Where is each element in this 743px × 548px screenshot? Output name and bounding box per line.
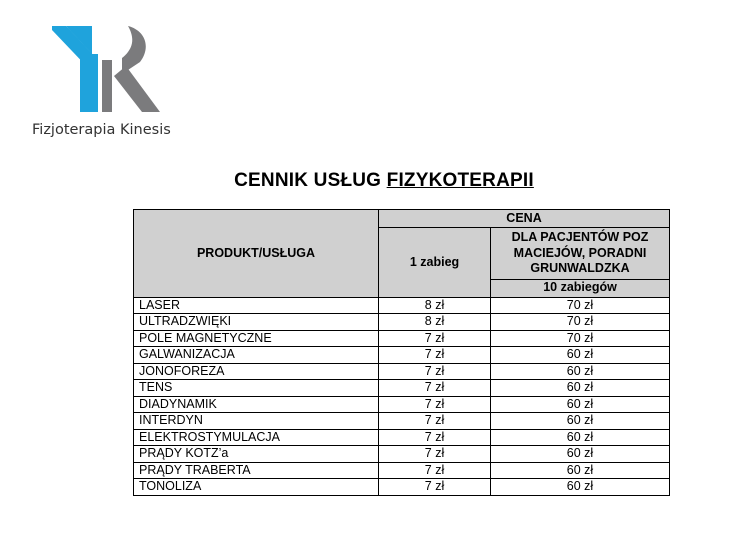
service-name: TONOLIZA <box>134 479 379 496</box>
price-table <box>133 209 670 496</box>
table-row <box>134 347 670 364</box>
price-one: 7 zł <box>379 396 491 413</box>
price-ten: 70 zł <box>491 314 670 331</box>
service-name: LASER <box>134 297 379 314</box>
price-ten: 60 zł <box>491 380 670 397</box>
table-row <box>134 413 670 430</box>
header-one-treatment: 1 zabieg <box>379 228 491 298</box>
table-row <box>134 380 670 397</box>
service-name: POLE MAGNETYCZNE <box>134 330 379 347</box>
service-name: GALWANIZACJA <box>134 347 379 364</box>
service-name: ELEKTROSTYMULACJA <box>134 429 379 446</box>
price-one: 8 zł <box>379 314 491 331</box>
price-one: 7 zł <box>379 363 491 380</box>
header-cena: CENA <box>379 210 670 228</box>
price-ten: 60 zł <box>491 347 670 364</box>
table-row <box>134 363 670 380</box>
price-ten: 70 zł <box>491 330 670 347</box>
price-one: 7 zł <box>379 446 491 463</box>
table-row <box>134 446 670 463</box>
header-ten-treatments: 10 zabiegów <box>491 279 670 297</box>
price-ten: 60 zł <box>491 462 670 479</box>
service-name: ULTRADZWIĘKI <box>134 314 379 331</box>
service-name: PRĄDY TRABERTA <box>134 462 379 479</box>
page-title <box>0 170 743 192</box>
title-part2: FIZYKOTERAPII <box>386 170 534 191</box>
table-row <box>134 297 670 314</box>
service-name: PRĄDY KOTZ’a <box>134 446 379 463</box>
table-row <box>134 396 670 413</box>
logo <box>30 12 200 142</box>
service-name: DIADYNAMIK <box>134 396 379 413</box>
table-row <box>134 479 670 496</box>
price-one: 7 zł <box>379 462 491 479</box>
price-one: 7 zł <box>379 330 491 347</box>
title-part1: CENNIK USŁUG <box>234 170 387 191</box>
service-name: JONOFOREZA <box>134 363 379 380</box>
price-one: 7 zł <box>379 429 491 446</box>
price-ten: 60 zł <box>491 446 670 463</box>
price-one: 8 zł <box>379 297 491 314</box>
service-name: INTERDYN <box>134 413 379 430</box>
price-ten: 70 zł <box>491 297 670 314</box>
price-ten: 60 zł <box>491 429 670 446</box>
price-one: 7 zł <box>379 347 491 364</box>
price-rows <box>134 297 670 495</box>
price-one: 7 zł <box>379 380 491 397</box>
service-name: TENS <box>134 380 379 397</box>
table-row <box>134 314 670 331</box>
table-row <box>134 429 670 446</box>
brand-name: Fizjoterapia Kinesis <box>32 122 171 138</box>
price-ten: 60 zł <box>491 479 670 496</box>
header-product: PRODUKT/USŁUGA <box>134 210 379 298</box>
price-ten: 60 zł <box>491 363 670 380</box>
price-ten: 60 zł <box>491 413 670 430</box>
table-row <box>134 330 670 347</box>
price-ten: 60 zł <box>491 396 670 413</box>
header-patients: DLA PACJENTÓW POZ MACIEJÓW, PORADNI GRUNWALDZKA <box>491 228 670 280</box>
price-one: 7 zł <box>379 413 491 430</box>
table-row <box>134 462 670 479</box>
price-one: 7 zł <box>379 479 491 496</box>
kinesis-k-logo-icon <box>52 16 172 126</box>
